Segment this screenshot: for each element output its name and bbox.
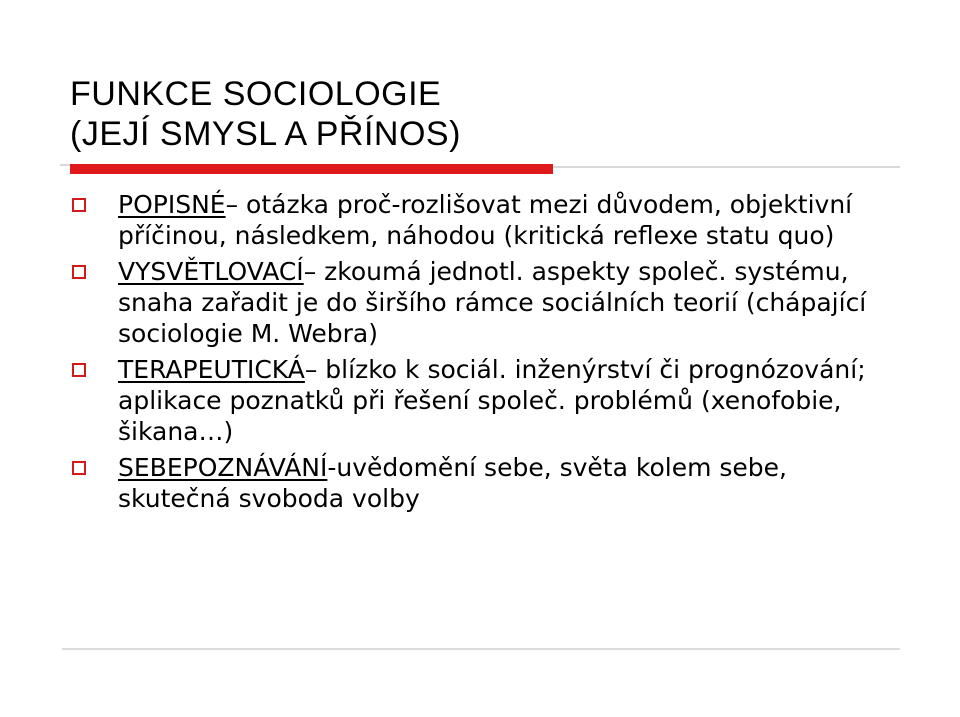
list-item-text [118, 354, 900, 447]
list-item-text [118, 452, 900, 514]
list-item [70, 256, 900, 349]
list-item [70, 354, 900, 447]
list-item [70, 452, 900, 514]
footer-divider [62, 648, 900, 650]
slide-title-line-2: (JEJÍ SMYSL A PŘÍNOS) [70, 115, 461, 153]
slide-title [70, 74, 461, 154]
list-item-description: – zkoumá jednotl. aspekty společ. systému, snaha zařadit je do širšího rámce sociálních teorií (chápající sociologie M. Webra) [118, 257, 867, 348]
title-divider-grey [553, 166, 900, 168]
list-item-text [118, 256, 900, 349]
list-item-term: VYSVĚTLOVACÍ [118, 257, 304, 286]
list-item [70, 189, 900, 251]
title-divider-accent [70, 164, 553, 174]
title-divider-grey-left [60, 164, 70, 166]
list-item-description: – otázka proč-rozlišovat mezi důvodem, objektivní příčinou, následkem, náhodou (kritická reflexe statu quo) [118, 190, 853, 250]
list-item-description: -uvědomění sebe, světa kolem sebe, skutečná svoboda volby [118, 453, 787, 513]
list-item-term: TERAPEUTICKÁ [118, 355, 305, 384]
list-item-description: – blízko k sociál. inženýrství či prognózování; aplikace poznatků při řešení společ. problémů (xenofobie, šikana…) [118, 355, 866, 446]
square-bullet-icon [72, 363, 86, 377]
square-bullet-icon [72, 198, 86, 212]
list-item-term: SEBEPOZNÁVÁNÍ [118, 453, 328, 482]
slide-title-line-1: FUNKCE SOCIOLOGIE [70, 75, 442, 113]
square-bullet-icon [72, 461, 86, 475]
bullet-list [70, 189, 900, 519]
list-item-text [118, 189, 900, 251]
square-bullet-icon [72, 265, 86, 279]
list-item-term: POPISNÉ [118, 190, 226, 219]
